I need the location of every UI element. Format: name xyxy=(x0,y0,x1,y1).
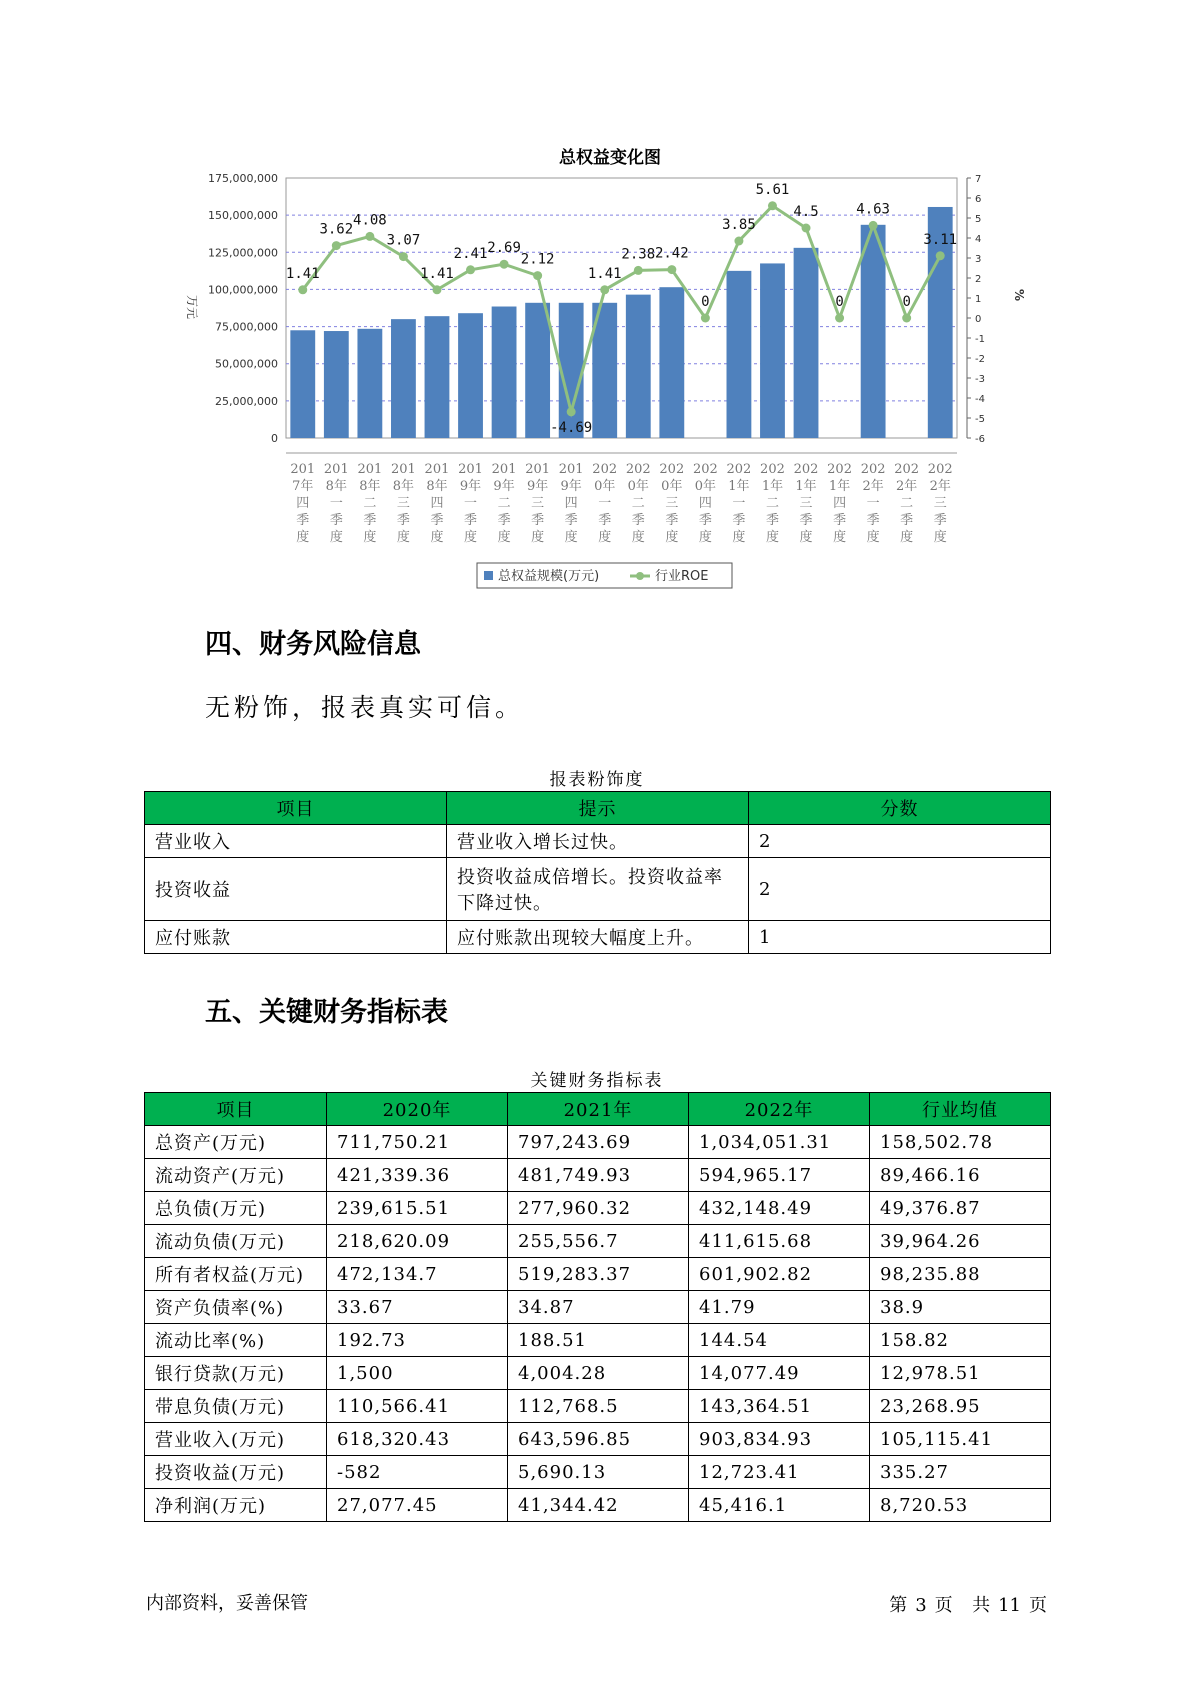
x-tick-label: 201 xyxy=(525,462,551,477)
key-cell-2022: 903,834.93 xyxy=(689,1423,870,1456)
y2-tick-label: -1 xyxy=(975,334,985,345)
key-cell-industry-avg: 12,978.51 xyxy=(870,1357,1051,1390)
x-tick-label: 8年 xyxy=(325,479,347,494)
y2-tick-label: -2 xyxy=(975,354,985,365)
roe-point xyxy=(298,285,307,294)
page-prefix: 第 xyxy=(889,1595,908,1616)
x-tick-label: 202 xyxy=(692,462,718,477)
y-axis-title: 万元 xyxy=(185,294,199,320)
table-row xyxy=(145,1258,1051,1291)
risk-table xyxy=(144,791,1051,954)
roe-point xyxy=(466,265,475,274)
x-tick-label: 202 xyxy=(760,462,785,477)
roe-data-label: 1.41 xyxy=(587,265,622,282)
x-tick-label: 度 xyxy=(900,530,914,545)
bar xyxy=(794,248,819,438)
risk-cell-score: 2 xyxy=(749,858,1051,921)
bar xyxy=(391,319,416,438)
table-row xyxy=(145,1192,1051,1225)
key-cell-2022: 12,723.41 xyxy=(689,1456,870,1489)
key-cell-2022: 594,965.17 xyxy=(689,1159,870,1192)
x-tick-label: 三 xyxy=(396,496,410,511)
roe-point xyxy=(768,201,777,210)
key-cell-item: 流动负债(万元) xyxy=(145,1225,327,1258)
key-cell-item: 带息负债(万元) xyxy=(145,1390,327,1423)
table-row xyxy=(145,825,1051,858)
bar xyxy=(861,225,886,438)
x-tick-label: 202 xyxy=(793,462,819,477)
key-cell-2022: 45,416.1 xyxy=(689,1489,870,1522)
roe-data-label: 2.69 xyxy=(487,240,521,257)
roe-data-label: 1.41 xyxy=(285,265,320,282)
table-row xyxy=(145,1225,1051,1258)
x-tick-label: 季 xyxy=(665,513,679,528)
bar xyxy=(727,271,752,438)
x-tick-label: 0年 xyxy=(694,479,717,494)
key-cell-industry-avg: 89,466.16 xyxy=(870,1159,1051,1192)
page-unit: 页 xyxy=(934,1595,953,1616)
x-tick-label: 9年 xyxy=(526,479,549,494)
key-cell-2020: 239,615.51 xyxy=(327,1192,508,1225)
y2-tick-label: 4 xyxy=(975,234,982,245)
key-header-2021: 2021年 xyxy=(508,1093,689,1126)
table-row xyxy=(145,1159,1051,1192)
x-tick-label: 202 xyxy=(592,462,618,477)
table-row xyxy=(145,1390,1051,1423)
x-tick-label: 度 xyxy=(765,530,779,545)
key-cell-2021: 34.87 xyxy=(508,1291,689,1324)
x-tick-label: 9年 xyxy=(459,479,482,494)
key-cell-item: 净利润(万元) xyxy=(145,1489,327,1522)
total-prefix: 共 xyxy=(972,1595,991,1616)
x-tick-label: 一 xyxy=(598,496,612,511)
risk-cell-score: 2 xyxy=(749,825,1051,858)
key-cell-industry-avg: 158.82 xyxy=(870,1324,1051,1357)
risk-section-heading: 四、财务风险信息 xyxy=(205,629,421,660)
key-cell-2021: 112,768.5 xyxy=(508,1390,689,1423)
bar xyxy=(659,287,684,438)
key-cell-item: 营业收入(万元) xyxy=(145,1423,327,1456)
y-tick-label: 50,000,000 xyxy=(215,357,278,371)
x-tick-label: 1年 xyxy=(795,479,817,494)
table-row xyxy=(145,1357,1051,1390)
key-cell-2022: 41.79 xyxy=(689,1291,870,1324)
x-tick-label: 季 xyxy=(430,513,444,528)
x-tick-label: 一 xyxy=(732,496,746,511)
table-row xyxy=(145,1291,1051,1324)
key-cell-2020: 27,077.45 xyxy=(327,1489,508,1522)
roe-point xyxy=(500,260,509,269)
table-row xyxy=(145,921,1051,954)
risk-cell-score: 1 xyxy=(749,921,1051,954)
x-tick-label: 202 xyxy=(927,462,953,477)
x-tick-label: 三 xyxy=(799,496,813,511)
x-tick-label: 季 xyxy=(698,513,712,528)
key-cell-2020: 472,134.7 xyxy=(327,1258,508,1291)
bar xyxy=(290,330,315,438)
y2-tick-label: -4 xyxy=(975,394,985,405)
x-tick-label: 季 xyxy=(329,513,343,528)
key-cell-industry-avg: 98,235.88 xyxy=(870,1258,1051,1291)
key-cell-2020: 711,750.21 xyxy=(327,1126,508,1159)
key-cell-2021: 41,344.42 xyxy=(508,1489,689,1522)
x-tick-label: 季 xyxy=(598,513,612,528)
key-cell-industry-avg: 105,115.41 xyxy=(870,1423,1051,1456)
x-tick-label: 度 xyxy=(799,530,813,545)
roe-data-label: 1.41 xyxy=(420,265,454,282)
key-header-industry-avg: 行业均值 xyxy=(870,1093,1051,1126)
x-tick-label: 202 xyxy=(726,462,752,477)
key-cell-industry-avg: 335.27 xyxy=(870,1456,1051,1489)
key-cell-2020: 1,500 xyxy=(327,1357,508,1390)
x-tick-label: 度 xyxy=(866,530,880,545)
x-tick-label: 季 xyxy=(866,513,880,528)
x-tick-label: 8年 xyxy=(392,479,415,494)
x-tick-label: 202 xyxy=(625,462,651,477)
roe-point xyxy=(936,251,945,260)
roe-data-label: 3.62 xyxy=(319,221,354,238)
key-cell-item: 资产负债率(%) xyxy=(145,1291,327,1324)
total-unit: 页 xyxy=(1029,1595,1047,1616)
x-tick-label: 四 xyxy=(296,496,310,511)
x-tick-label: 度 xyxy=(497,530,511,545)
risk-header-hint: 提示 xyxy=(447,792,749,825)
key-cell-2022: 143,364.51 xyxy=(689,1390,870,1423)
roe-data-label: 2.38 xyxy=(621,246,656,263)
equity-chart xyxy=(160,135,1060,595)
roe-data-label: -4.69 xyxy=(550,419,593,436)
x-tick-label: 季 xyxy=(497,513,511,528)
x-tick-label: 202 xyxy=(860,462,886,477)
y-tick-label: 175,000,000 xyxy=(208,172,278,185)
x-tick-label: 0年 xyxy=(594,479,616,494)
key-cell-item: 流动资产(万元) xyxy=(145,1159,327,1192)
x-tick-label: 0年 xyxy=(627,479,649,494)
roe-point xyxy=(902,314,911,323)
roe-point xyxy=(667,265,676,274)
footer-note: 内部资料，妥善保管 xyxy=(146,1593,308,1614)
x-tick-label: 一 xyxy=(329,496,343,511)
x-tick-label: 季 xyxy=(631,513,645,528)
x-tick-label: 202 xyxy=(827,462,852,477)
x-tick-label: 2年 xyxy=(896,479,918,494)
x-tick-label: 9年 xyxy=(560,479,582,494)
bar xyxy=(458,313,483,438)
legend-line-marker xyxy=(636,572,644,580)
total-pages: 11 xyxy=(998,1595,1021,1616)
key-cell-2021: 277,960.32 xyxy=(508,1192,689,1225)
key-cell-industry-avg: 39,964.26 xyxy=(870,1225,1051,1258)
bar xyxy=(525,303,550,438)
y2-tick-label: 1 xyxy=(975,294,982,305)
x-tick-label: 度 xyxy=(665,530,679,545)
y-tick-label: 150,000,000 xyxy=(208,209,278,223)
x-tick-label: 201 xyxy=(290,462,316,477)
table-row xyxy=(145,1126,1051,1159)
key-cell-2021: 188.51 xyxy=(508,1324,689,1357)
risk-table-caption: 报表粉饰度 xyxy=(549,770,645,790)
legend-bar-label: 总权益规模(万元) xyxy=(498,569,600,584)
x-tick-label: 201 xyxy=(424,462,450,477)
x-tick-label: 度 xyxy=(396,530,410,545)
bar xyxy=(324,331,349,438)
x-tick-label: 季 xyxy=(732,513,746,528)
x-tick-label: 二 xyxy=(900,496,914,511)
table-row xyxy=(145,1423,1051,1456)
key-cell-industry-avg: 158,502.78 xyxy=(870,1126,1051,1159)
key-cell-industry-avg: 49,376.87 xyxy=(870,1192,1051,1225)
key-cell-industry-avg: 38.9 xyxy=(870,1291,1051,1324)
x-tick-label: 1年 xyxy=(828,479,851,494)
key-header-2020: 2020年 xyxy=(327,1093,508,1126)
y2-tick-label: -3 xyxy=(975,374,985,385)
x-tick-label: 季 xyxy=(933,513,947,528)
key-cell-2022: 601,902.82 xyxy=(689,1258,870,1291)
roe-point xyxy=(432,285,441,294)
x-tick-label: 三 xyxy=(933,496,947,511)
x-tick-label: 201 xyxy=(491,462,517,477)
key-cell-2020: 618,320.43 xyxy=(327,1423,508,1456)
key-cell-2022: 144.54 xyxy=(689,1324,870,1357)
key-cell-2022: 14,077.49 xyxy=(689,1357,870,1390)
roe-point xyxy=(332,241,341,250)
x-tick-label: 度 xyxy=(933,530,947,545)
table-row xyxy=(145,858,1051,921)
x-tick-label: 二 xyxy=(497,496,511,511)
risk-statement: 无粉饰，报表真实可信。 xyxy=(205,693,525,722)
y-tick-label: 0 xyxy=(271,432,278,445)
x-tick-label: 二 xyxy=(631,496,645,511)
key-cell-2022: 411,615.68 xyxy=(689,1225,870,1258)
x-tick-label: 季 xyxy=(799,513,813,528)
x-tick-label: 一 xyxy=(464,496,478,511)
risk-cell-hint: 投资收益成倍增长。投资收益率下降过快。 xyxy=(447,858,749,921)
x-tick-label: 度 xyxy=(430,530,444,545)
roe-data-label: 3.07 xyxy=(386,232,421,249)
roe-point xyxy=(734,237,743,246)
x-tick-label: 201 xyxy=(357,462,383,477)
x-tick-label: 季 xyxy=(396,513,410,528)
key-cell-item: 所有者权益(万元) xyxy=(145,1258,327,1291)
legend-bar-swatch xyxy=(484,571,493,580)
key-cell-2020: 110,566.41 xyxy=(327,1390,508,1423)
roe-data-label: 2.12 xyxy=(520,251,555,268)
bar xyxy=(760,263,785,438)
y2-tick-label: -6 xyxy=(975,434,985,445)
key-header-item: 项目 xyxy=(145,1093,327,1126)
page-number: 3 xyxy=(915,1595,927,1616)
x-tick-label: 季 xyxy=(296,513,310,528)
key-cell-2020: 218,620.09 xyxy=(327,1225,508,1258)
roe-data-label: 4.63 xyxy=(856,201,890,218)
roe-point xyxy=(634,266,643,275)
x-tick-label: 度 xyxy=(598,530,612,545)
key-cell-2021: 643,596.85 xyxy=(508,1423,689,1456)
roe-data-label: 2.41 xyxy=(453,245,488,262)
x-tick-label: 201 xyxy=(323,462,349,477)
key-section-heading: 五、关键财务指标表 xyxy=(205,997,448,1028)
roe-point xyxy=(701,314,710,323)
key-cell-2020: 192.73 xyxy=(327,1324,508,1357)
key-cell-2021: 481,749.93 xyxy=(508,1159,689,1192)
key-indicators-table xyxy=(144,1092,1051,1522)
risk-cell-item: 营业收入 xyxy=(145,825,447,858)
roe-data-label: 0 xyxy=(701,294,710,310)
x-tick-label: 季 xyxy=(531,513,545,528)
key-cell-2021: 5,690.13 xyxy=(508,1456,689,1489)
key-cell-item: 投资收益(万元) xyxy=(145,1456,327,1489)
x-tick-label: 度 xyxy=(464,530,478,545)
key-table-caption: 关键财务指标表 xyxy=(530,1071,664,1091)
roe-data-label: 0 xyxy=(902,294,911,310)
x-tick-label: 三 xyxy=(531,496,545,511)
x-tick-label: 2年 xyxy=(929,479,951,494)
bar xyxy=(626,295,651,438)
key-cell-industry-avg: 23,268.95 xyxy=(870,1390,1051,1423)
legend-line-label: 行业ROE xyxy=(655,569,709,584)
roe-point xyxy=(802,224,811,233)
x-tick-label: 0年 xyxy=(661,479,683,494)
y2-axis-title: % xyxy=(1012,288,1026,302)
bar xyxy=(492,307,517,438)
key-cell-2021: 4,004.28 xyxy=(508,1357,689,1390)
risk-cell-hint: 应付账款出现较大幅度上升。 xyxy=(447,921,749,954)
x-tick-label: 四 xyxy=(430,496,444,511)
x-tick-label: 201 xyxy=(391,462,416,477)
key-cell-2022: 1,034,051.31 xyxy=(689,1126,870,1159)
key-cell-2021: 255,556.7 xyxy=(508,1225,689,1258)
roe-point xyxy=(533,271,542,280)
roe-point xyxy=(399,252,408,261)
roe-data-label: 2.42 xyxy=(654,245,689,262)
risk-header-item: 项目 xyxy=(145,792,447,825)
roe-data-label: 3.85 xyxy=(722,217,756,233)
key-cell-2020: 421,339.36 xyxy=(327,1159,508,1192)
x-tick-label: 度 xyxy=(363,530,377,545)
table-row xyxy=(145,1489,1051,1522)
key-cell-2020: -582 xyxy=(327,1456,508,1489)
risk-cell-item: 投资收益 xyxy=(145,858,447,921)
risk-cell-hint: 营业收入增长过快。 xyxy=(447,825,749,858)
x-tick-label: 季 xyxy=(464,513,478,528)
bar xyxy=(357,329,382,438)
roe-point xyxy=(365,232,374,241)
x-tick-label: 季 xyxy=(765,513,779,528)
risk-header-score: 分数 xyxy=(749,792,1051,825)
key-cell-item: 总资产(万元) xyxy=(145,1126,327,1159)
x-tick-label: 一 xyxy=(866,496,880,511)
x-tick-label: 202 xyxy=(894,462,920,477)
x-tick-label: 1年 xyxy=(728,479,750,494)
x-tick-label: 度 xyxy=(329,530,343,545)
key-cell-2021: 519,283.37 xyxy=(508,1258,689,1291)
x-tick-label: 季 xyxy=(363,513,377,528)
x-tick-label: 二 xyxy=(765,496,779,511)
y2-tick-label: 6 xyxy=(975,194,982,205)
y-tick-label: 125,000,000 xyxy=(208,246,278,260)
key-cell-item: 银行贷款(万元) xyxy=(145,1357,327,1390)
roe-data-label: 4.5 xyxy=(793,204,819,220)
key-cell-2021: 797,243.69 xyxy=(508,1126,689,1159)
chart-svg xyxy=(160,135,1060,595)
table-row xyxy=(145,1456,1051,1489)
x-tick-label: 季 xyxy=(900,513,914,528)
y2-tick-label: 5 xyxy=(975,214,982,225)
key-cell-2020: 33.67 xyxy=(327,1291,508,1324)
x-tick-label: 201 xyxy=(458,462,483,477)
x-tick-label: 202 xyxy=(659,462,685,477)
y2-tick-label: 2 xyxy=(975,274,982,285)
key-cell-2022: 432,148.49 xyxy=(689,1192,870,1225)
x-tick-label: 度 xyxy=(631,530,645,545)
x-tick-label: 8年 xyxy=(426,479,448,494)
y-tick-label: 25,000,000 xyxy=(215,394,278,408)
roe-point xyxy=(869,221,878,230)
key-cell-industry-avg: 8,720.53 xyxy=(870,1489,1051,1522)
roe-data-label: 4.08 xyxy=(353,212,387,229)
x-tick-label: 度 xyxy=(732,530,746,545)
x-tick-label: 度 xyxy=(296,530,310,545)
y2-tick-label: 7 xyxy=(975,174,982,185)
y2-tick-label: -5 xyxy=(975,414,985,425)
x-tick-label: 度 xyxy=(698,530,712,545)
key-cell-item: 流动比率(%) xyxy=(145,1324,327,1357)
roe-point xyxy=(600,285,609,294)
roe-data-label: 5.61 xyxy=(755,181,790,198)
x-tick-label: 季 xyxy=(564,513,578,528)
x-tick-label: 季 xyxy=(833,513,847,528)
table-row xyxy=(145,1324,1051,1357)
x-tick-label: 三 xyxy=(665,496,679,511)
roe-data-label: 3.11 xyxy=(923,231,958,248)
x-tick-label: 8年 xyxy=(359,479,381,494)
x-tick-label: 度 xyxy=(564,530,578,545)
x-tick-label: 四 xyxy=(698,496,712,511)
x-tick-label: 四 xyxy=(564,496,578,511)
page-indicator xyxy=(885,1591,1051,1617)
x-tick-label: 9年 xyxy=(493,479,515,494)
y-tick-label: 100,000,000 xyxy=(208,283,278,297)
key-cell-item: 总负债(万元) xyxy=(145,1192,327,1225)
roe-point xyxy=(567,407,576,416)
chart-title: 总权益变化图 xyxy=(559,148,661,168)
y-tick-label: 75,000,000 xyxy=(215,320,278,334)
x-tick-label: 1年 xyxy=(761,479,784,494)
x-tick-label: 二 xyxy=(363,496,377,511)
x-tick-label: 2年 xyxy=(862,479,884,494)
y2-tick-label: 3 xyxy=(975,254,982,265)
roe-point xyxy=(835,314,844,323)
x-tick-label: 度 xyxy=(833,530,847,545)
key-header-2022: 2022年 xyxy=(689,1093,870,1126)
risk-cell-item: 应付账款 xyxy=(145,921,447,954)
x-tick-label: 201 xyxy=(558,462,584,477)
roe-data-label: 0 xyxy=(835,294,844,310)
x-tick-label: 度 xyxy=(531,530,545,545)
bar xyxy=(425,316,450,438)
x-tick-label: 7年 xyxy=(292,479,314,494)
y2-tick-label: 0 xyxy=(975,314,982,325)
x-tick-label: 四 xyxy=(833,496,847,511)
